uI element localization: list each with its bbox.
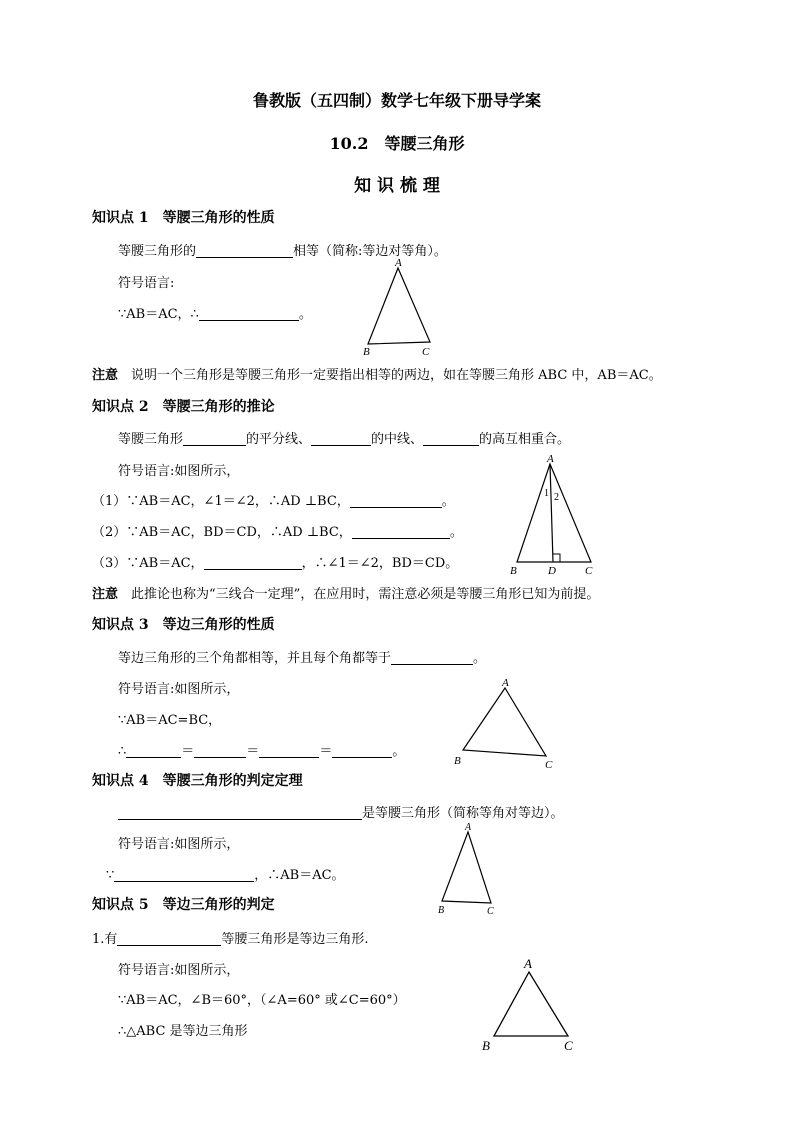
k2-item1-text-a: （1）∵AB＝AC，∠1＝∠2，∴AD ⊥BC， xyxy=(92,494,350,509)
k2-blank6[interactable] xyxy=(204,555,302,570)
k1-blank1[interactable] xyxy=(196,243,293,258)
section-title: 10.2 等腰三角形 xyxy=(329,134,465,153)
k4-label-b: B xyxy=(438,905,445,916)
k1-symbolic-label: 符号语言: xyxy=(118,276,175,291)
k2-heading: 知识点 2 等腰三角形的推论 xyxy=(92,399,275,415)
k2-right-angle-mark xyxy=(553,554,560,562)
k4-blank1[interactable] xyxy=(118,805,362,820)
k3-triangle xyxy=(463,688,546,756)
k3-line3: ∵AB＝AC=BC， xyxy=(118,713,222,728)
k2-line1 xyxy=(118,428,570,447)
k4-line3-text-a: ∵ xyxy=(106,868,115,883)
k3-line4-text-b: 。 xyxy=(392,744,406,759)
k1-triangle-figure xyxy=(360,256,440,360)
k3-blank2[interactable] xyxy=(126,743,181,758)
k2-item2-text-b: 。 xyxy=(449,525,463,540)
k3-line4-text-a: ∴ xyxy=(118,744,127,759)
k4-heading: 知识点 4 等腰三角形的判定定理 xyxy=(92,773,303,789)
k1-note-label: 注意 xyxy=(92,368,119,383)
k2-blank2[interactable] xyxy=(311,431,371,446)
k2-blank1[interactable] xyxy=(183,431,246,446)
k5-symbolic-label: 符号语言:如图所示， xyxy=(118,963,240,978)
k2-blank4[interactable] xyxy=(350,493,442,508)
k1-label-b: B xyxy=(363,346,370,358)
k1-note xyxy=(92,364,662,383)
k5-label-b: B xyxy=(482,1038,490,1053)
k3-label-b: B xyxy=(454,755,461,767)
k2-line1-text-c: 的中线、 xyxy=(371,432,424,447)
k3-symbolic-label: 符号语言:如图所示， xyxy=(118,682,240,697)
k2-item2 xyxy=(92,521,463,540)
k4-label-a: A xyxy=(465,822,472,833)
k4-line3-text-b: ，∴AB＝AC。 xyxy=(254,868,345,883)
k2-item3 xyxy=(92,552,458,571)
k2-item1-text-b: 。 xyxy=(441,494,455,509)
k4-line1-text-b: 是等腰三角形（简称等角对等边）。 xyxy=(362,806,564,821)
k2-item3-text-a: （3）∵AB＝AC， xyxy=(92,556,204,571)
k5-line1-text-a: 1.有 xyxy=(92,932,118,947)
k3-equals-1: ＝ xyxy=(181,744,195,759)
k2-triangle xyxy=(517,464,591,562)
k2-item2-text-a: （2）∵AB＝AC，BD＝CD，∴AD ⊥BC， xyxy=(92,525,352,540)
k3-blank5[interactable] xyxy=(332,743,392,758)
k2-blank3[interactable] xyxy=(423,431,479,446)
document-title: 鲁教版（五四制）数学七年级下册导学案 xyxy=(252,91,541,110)
k5-label-c: C xyxy=(564,1038,573,1053)
k2-angle2-label: 2 xyxy=(554,492,559,503)
k1-line3 xyxy=(118,303,312,322)
k5-blank1[interactable] xyxy=(117,931,221,946)
k2-triangle-figure xyxy=(505,450,605,580)
k4-label-c: C xyxy=(487,906,494,917)
k1-blank2[interactable] xyxy=(199,306,299,321)
k1-label-c: C xyxy=(422,346,430,358)
k5-line1-text-b: 等腰三角形是等边三角形. xyxy=(221,932,369,947)
subsection-title: 知 识 梳 理 xyxy=(354,176,440,196)
k3-heading: 知识点 3 等边三角形的性质 xyxy=(92,617,275,633)
k5-triangle-figure xyxy=(478,952,588,1056)
k3-line1-text-b: 。 xyxy=(473,651,487,666)
k2-symbolic-label: 符号语言:如图所示， xyxy=(118,464,240,479)
k2-item1 xyxy=(92,490,455,509)
k5-line4: ∴△ABC 是等边三角形 xyxy=(118,1024,248,1039)
k1-line1-text-b: 相等（简称:等边对等角）。 xyxy=(293,244,447,259)
k4-line1 xyxy=(118,802,564,821)
k2-note-label: 注意 xyxy=(92,587,119,602)
k1-label-a: A xyxy=(395,257,402,269)
k2-line1-text-d: 的高互相重合。 xyxy=(479,432,571,447)
k4-triangle xyxy=(442,832,491,903)
k4-triangle-figure xyxy=(434,820,504,920)
k4-symbolic-label: 符号语言:如图所示， xyxy=(118,837,240,852)
k1-heading: 知识点 1 等腰三角形的性质 xyxy=(92,210,275,226)
k2-line1-text-a: 等腰三角形 xyxy=(118,432,184,447)
k5-label-a: A xyxy=(524,956,532,971)
k3-line1 xyxy=(118,647,486,666)
k3-blank1[interactable] xyxy=(391,650,473,665)
k2-label-c: C xyxy=(585,565,593,577)
k1-note-text: 说明一个三角形是等腰三角形一定要指出相等的两边，如在等腰三角形 ABC 中，AB＝AC。 xyxy=(131,368,662,383)
k3-label-a: A xyxy=(502,677,509,689)
k1-line3-text-b: 。 xyxy=(298,307,312,322)
k2-label-b: B xyxy=(510,565,517,577)
k3-equals-2: ＝ xyxy=(246,744,260,759)
k2-label-d: D xyxy=(548,565,556,577)
k2-item3-text-b: ，∴∠1＝∠2，BD＝CD。 xyxy=(301,556,459,571)
k5-triangle xyxy=(494,972,568,1036)
k3-line1-text-a: 等边三角形的三个角都相等，并且每个角都等于 xyxy=(118,651,392,666)
k5-heading: 知识点 5 等边三角形的判定 xyxy=(92,897,275,913)
k2-angle1-label: 1 xyxy=(544,488,549,499)
k1-line1-text-a: 等腰三角形的 xyxy=(118,244,197,259)
k3-equals-3: ＝ xyxy=(319,744,333,759)
k2-line1-text-b: 的平分线、 xyxy=(246,432,312,447)
k3-triangle-figure xyxy=(450,674,560,772)
k2-note-text: 此推论也称为“三线合一定理”，在应用时，需注意必须是等腰三角形已知为前提。 xyxy=(131,587,600,602)
k5-line1 xyxy=(92,928,369,947)
k1-line3-text-a: ∵AB＝AC，∴ xyxy=(118,307,199,322)
k3-blank3[interactable] xyxy=(194,743,246,758)
k5-line3: ∵AB＝AC，∠B＝60°，（∠A=60° 或∠C=60°） xyxy=(118,993,406,1008)
k1-triangle xyxy=(368,268,430,344)
k3-label-c: C xyxy=(545,759,553,771)
k2-note xyxy=(92,583,599,602)
k2-label-a: A xyxy=(547,453,554,465)
k2-blank5[interactable] xyxy=(352,524,450,539)
k4-blank2[interactable] xyxy=(114,867,254,882)
k3-line4 xyxy=(118,740,405,759)
k2-altitude-line xyxy=(550,464,553,562)
k3-blank4[interactable] xyxy=(259,743,319,758)
k4-line3 xyxy=(106,864,345,883)
